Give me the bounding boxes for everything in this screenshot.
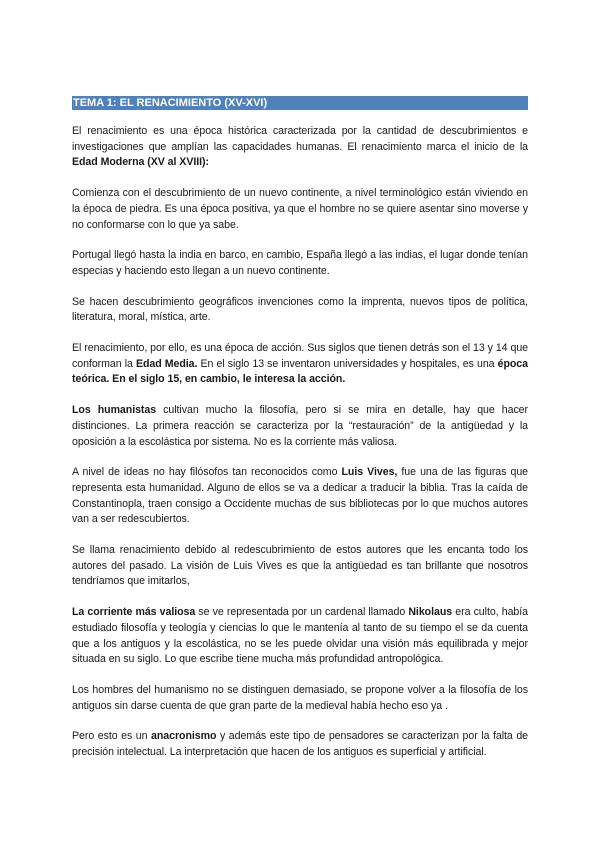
text-run: era culto, había estudiado filosofía y teología y ciencias lo que le mantenía al tanto de su tiempo el se da cuenta que a los antiguos y la escolástica, no se les puede olvidar una visión más equilibrada y mejor situada en su siglo. Lo que escribe tiene mucha más profundidad antropológica. bbox=[72, 606, 528, 666]
bold-text-run: Nikolaus bbox=[408, 606, 453, 619]
text-run: El renacimiento es una época histórica caracterizada por la cantidad de descubrimientos e investigaciones que amplían las capacidades humanas. El renacimiento marca el inicio de la bbox=[72, 125, 528, 153]
text-run: Se llama renacimiento debido al redescubrimiento de estos autores que les encanta todo los autores del pasado. La visión de Luis Vives es que la antigüedad es tan brillante que nosotros tendríamos que imitarlos, bbox=[72, 544, 528, 588]
text-run: Pero esto es un bbox=[72, 730, 152, 743]
text-run: cultivan mucho la filosofía, pero si se mira en detalle, hay que hacer distinciones. La primera reacción se caracteriza por la “restauración” de la antigüedad y la oposición a la escolástica por sistema. No es la corriente más valiosa. bbox=[72, 404, 529, 448]
bold-text-run: Edad Moderna (XV al XVIII): bbox=[72, 156, 209, 169]
text-run: fue una de las figuras que representa esta humanidad. Alguno de ellos se va a dedicar a traducir la biblia. Tras la caída de Constantinopla, traen consigo a Occidente muchas de sus bibliotecas por lo que muchos autores van a ser redescubiertos. bbox=[72, 466, 528, 526]
text-run: En el siglo 13 se inventaron universidades y hospitales, es una bbox=[197, 357, 498, 370]
paragraph bbox=[72, 248, 528, 279]
bold-text-run: Luis Vives, bbox=[341, 466, 398, 479]
bold-text-run: anacronismo bbox=[151, 730, 217, 743]
text-run: Los hombres del humanismo no se distinguen demasiado, se propone volver a la filosofía de los antiguos sin darse cuenta de que gran parte de la medieval había hecho eso ya . bbox=[72, 683, 528, 712]
document-body bbox=[72, 124, 528, 776]
paragraph bbox=[72, 729, 528, 760]
text-run: se ve representada por un cardenal llamado bbox=[195, 606, 409, 619]
paragraph bbox=[72, 403, 528, 450]
section-heading: TEMA 1: EL RENACIMIENTO (XV-XVI) bbox=[72, 96, 528, 110]
text-run: y además este tipo de pensadores se caracterizan por la falta de precisión intelectual. La interpretación que hacen de los antiguos es superficial y artificial. bbox=[72, 730, 528, 759]
paragraph bbox=[72, 186, 528, 233]
bold-text-run: época teórica. En el siglo 15, en cambio, le interesa la acción. bbox=[72, 357, 528, 386]
text-run: Comienza con el descubrimiento de un nuevo continente, a nivel terminológico están viviendo en la época de piedra. Es una época positiva, ya que el hombre no se quiere asentar sino moverse y no conformarse con lo que ya sabe. bbox=[72, 187, 528, 231]
bold-text-run: La corriente más valiosa bbox=[72, 606, 196, 619]
paragraph bbox=[72, 683, 528, 714]
text-run: A nivel de ideas no hay filósofos tan reconocidos como bbox=[72, 466, 342, 479]
text-run: Se hacen descubrimiento geográficos invenciones como la imprenta, nuevos tipos de política, literatura, moral, mística, arte. bbox=[72, 295, 528, 324]
paragraph bbox=[72, 124, 528, 171]
text-run: El renacimiento, por ello, es una época de acción. Sus siglos que tienen detrás son el 13 y 14 que conforman la bbox=[72, 342, 528, 370]
bold-text-run: Los humanistas bbox=[72, 404, 157, 417]
paragraph bbox=[72, 543, 528, 590]
paragraph bbox=[72, 605, 528, 668]
paragraph bbox=[72, 465, 528, 528]
text-run: Portugal llegó hasta la india en barco, en cambio, España llegó a las indias, el lugar donde tenían especias y haciendo esto llegan a un nuevo continente. bbox=[72, 249, 528, 277]
paragraph bbox=[72, 295, 528, 326]
bold-text-run: Edad Media. bbox=[135, 357, 198, 370]
paragraph bbox=[72, 341, 528, 388]
